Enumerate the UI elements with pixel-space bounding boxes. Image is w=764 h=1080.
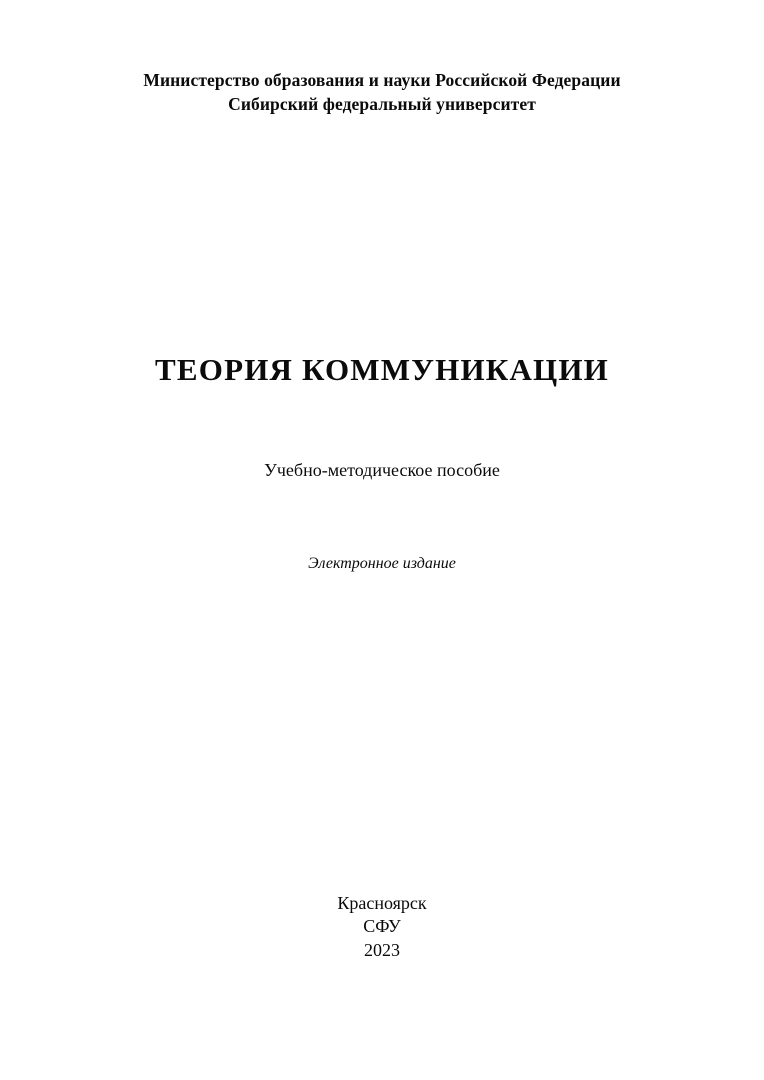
university-line: Сибирский федеральный университет (228, 94, 536, 115)
title-block (80, 352, 684, 573)
imprint-block (0, 892, 764, 962)
imprint-city: Красноярск (337, 892, 427, 913)
ministry-line: Министерство образования и науки Российской Федерации (143, 70, 621, 90)
imprint-year: 2023 (364, 939, 400, 960)
edition-note: Электронное издание (308, 555, 456, 573)
page-title: ТЕОРИЯ КОММУНИКАЦИИ (155, 352, 609, 388)
document-subtitle: Учебно-методическое пособие (264, 460, 500, 481)
imprint-press: СФУ (363, 916, 401, 937)
publisher-block (143, 68, 620, 116)
